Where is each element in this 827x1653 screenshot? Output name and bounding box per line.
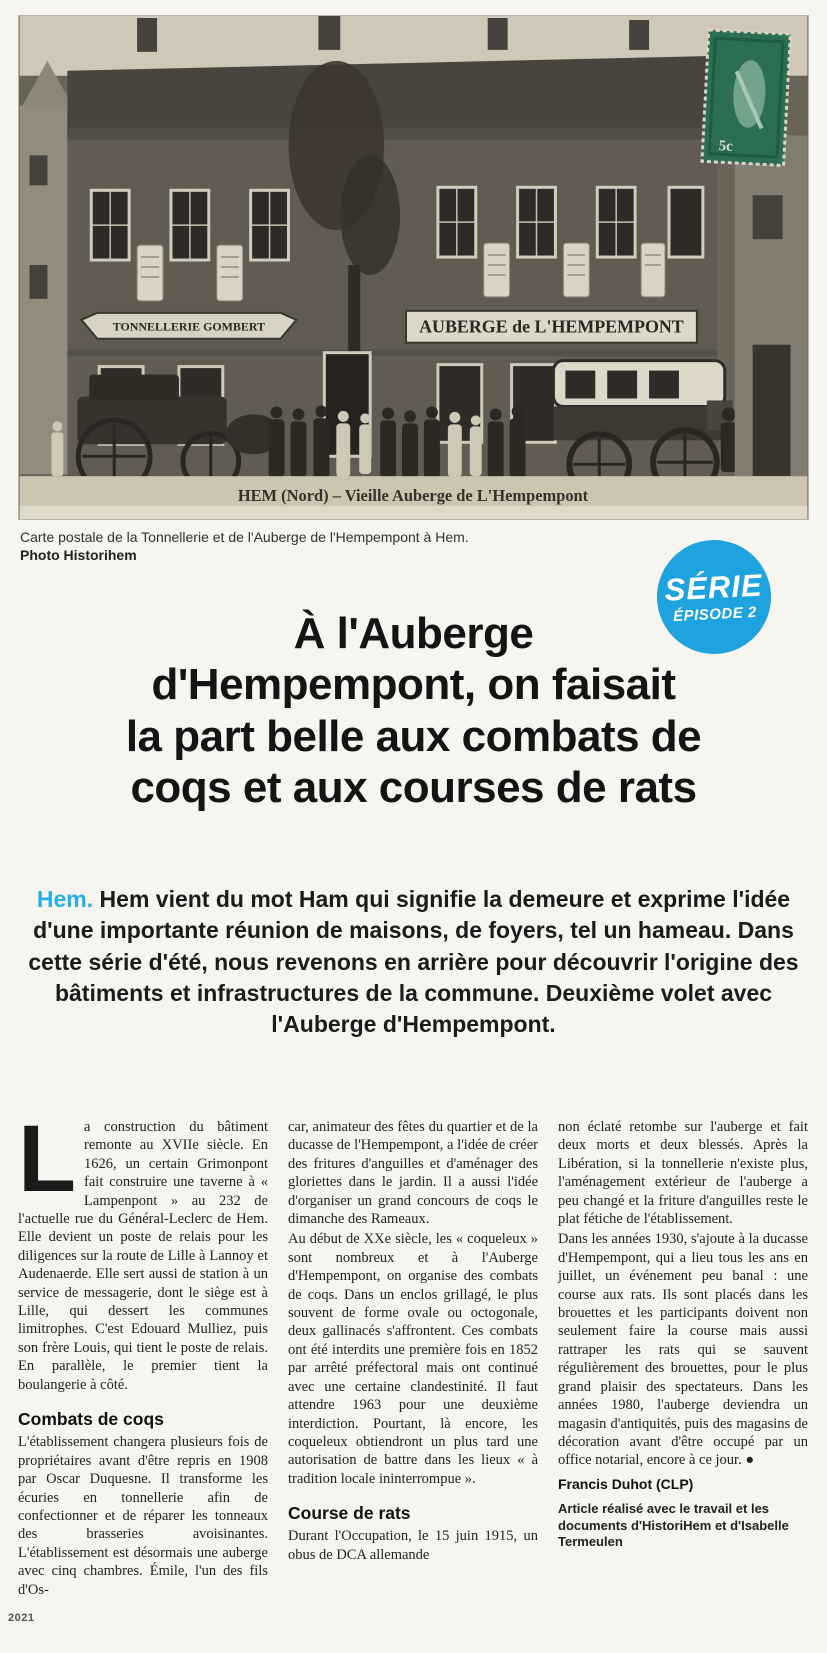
drop-cap: L <box>18 1106 77 1212</box>
subhead-combats-de-coqs: Combats de coqs <box>18 1409 164 1430</box>
page-number: 2021 <box>8 1612 35 1624</box>
postcard-caption-text: HEM (Nord) – Vieille Auberge de L'Hempempont <box>237 486 589 506</box>
column-2 <box>288 1118 538 1618</box>
paragraph: Au début de XXe siècle, les « coqueleux » sont nombreux et à l'Auberge d'Hempempont, on organise des combats de coqs. Dans un enclos grillagé, le plus souvent de forme ovale ou octogonale, deux gallinacés s'affrontent. Ces combats ont été interdits une première fois en 1852 par arrêté préfectoral mais ont continué avec une certaine clandestinité. Il faut attendre 1963 pour une deuxième interdiction. Pourtant, là encore, les coqueleux obtiendront un plus tard une autorisation de battre dans les lieux « à tradition locale ininterrompue ». <box>288 1231 538 1487</box>
chimney <box>629 20 649 50</box>
credit-note: Article réalisé avec le travail et les documents d'HistoriHem et d'Isabelle Termeulen <box>558 1501 789 1549</box>
series-badge-title: SÉRIE <box>663 566 764 608</box>
paragraph: Dans les années 1930, s'ajoute à la ducasse d'Hempempont, qui a lieu tous les ans en juillet, un événement peu banal : une course aux rats. Ils sont placés dans les brouettes et les participants doivent non seulement faire la course mais aussi rattraper les rats qui se sauvent régulièrement des brouettes, pour le plus grand plaisir des spectateurs. Dans les années 1980, l'auberge deviendra un magasin d'antiquités, puis des magasins de décoration avant d'être occupé par un office notarial, encore à ce jour. ● <box>558 1231 808 1469</box>
headline-line-4: coqs et aux courses de rats <box>130 763 697 813</box>
photo-caption-text: Carte postale de la Tonnellerie et de l'Auberge de l'Hempempont à Hem. <box>20 529 469 545</box>
lede-text: Hem vient du mot Ham qui signifie la demeure et exprime l'idée d'une importante réunion de maisons, de foyers, tel un hameau. Dans cette série d'été, nous revenons en arrière pour découvrir l'origine des bâtiments et infrastructures de la commune. Deuxième volet avec l'Auberge d'Hempempont. <box>28 886 799 1038</box>
paragraph: non éclaté retombe sur l'auberge et fait deux morts et deux blessés. Après la Libération, si la tonnellerie n'existe plus, l'aménagement extérieur de l'auberge a peu changé et la friture d'anguilles reste le plat fétiche de l'établissement. <box>558 1119 808 1228</box>
photo-caption <box>20 528 660 564</box>
paragraph: Durant l'Occupation, le 15 juin 1915, un obus de DCA allemande <box>288 1528 538 1563</box>
left-sign <box>81 313 296 339</box>
chimney <box>318 16 340 50</box>
right-sign-text: AUBERGE de L'HEMPEMPONT <box>419 316 684 337</box>
paragraph-text: a construction du bâtiment remonte au XVIIe siècle. En 1626, un certain Grimonpont fait construire une taverne à « Lampenpont » au 232 de l'actuelle rue du Général-Leclerc de Hem. Elle devient un poste de relais pour les diligences sur la route de Lille à Lannoy et Audenaerde. Elle sert aussi de station à un service de messagerie, dont le siège est à Lille, qui dessert les communes limitrophes. C'est Edouard Mulliez, puis son frère Louis, qui tient le poste de relais. En parallèle, le premier tient la boulangerie à côté. <box>18 1119 268 1393</box>
article-headline <box>10 608 817 814</box>
stamp-value: 5c <box>718 138 734 155</box>
left-house-wall <box>20 106 76 475</box>
article-lede <box>14 884 813 1040</box>
article-body <box>18 1106 809 1618</box>
right-sign <box>406 311 697 343</box>
right-archway <box>753 345 791 476</box>
left-sign-text: TONNELLERIE GOMBERT <box>112 319 266 334</box>
column-1 <box>18 1106 268 1618</box>
column-3 <box>558 1118 808 1618</box>
headline-line-2: d'Hempempont, on faisait <box>151 660 676 710</box>
subhead-course-de-rats: Course de rats <box>288 1503 411 1524</box>
postage-stamp <box>702 30 790 166</box>
paragraph: car, animateur des fêtes du quartier et de la ducasse de l'Hempempont, a l'idée de créer des fritures d'anguilles et d'aménager des gloriettes dans le jardin. Il a aussi l'idée d'organiser un grand concours de coqs le dimanche des Rameaux. <box>288 1119 538 1228</box>
chimney <box>137 18 157 52</box>
paragraph: L'établissement changera plusieurs fois de propriétaires avant d'être repris en 1908 par Oscar Duquesne. Il transforme les écuries en tonnellerie afin de confectionner et de réparer les tonneaux des brasseries avoisinantes. L'établissement est désormais une auberge avec cinq chambres. Émile, l'un des fils d'Os- <box>18 1434 268 1598</box>
lede-kicker: Hem. <box>36 886 94 912</box>
paragraph <box>18 1106 268 1394</box>
postcard-illustration <box>19 16 808 519</box>
photo-credit: Photo Historihem <box>20 547 137 564</box>
tree-foliage <box>340 155 400 275</box>
chimney <box>488 18 508 50</box>
series-badge-episode: ÉPISODE 2 <box>672 603 758 625</box>
headline-line-3: la part belle aux combats de <box>125 711 702 761</box>
postcard-photo <box>18 15 809 520</box>
headline-line-1: À l'Auberge <box>293 609 534 658</box>
byline: Francis Duhot (CLP) <box>558 1475 694 1492</box>
